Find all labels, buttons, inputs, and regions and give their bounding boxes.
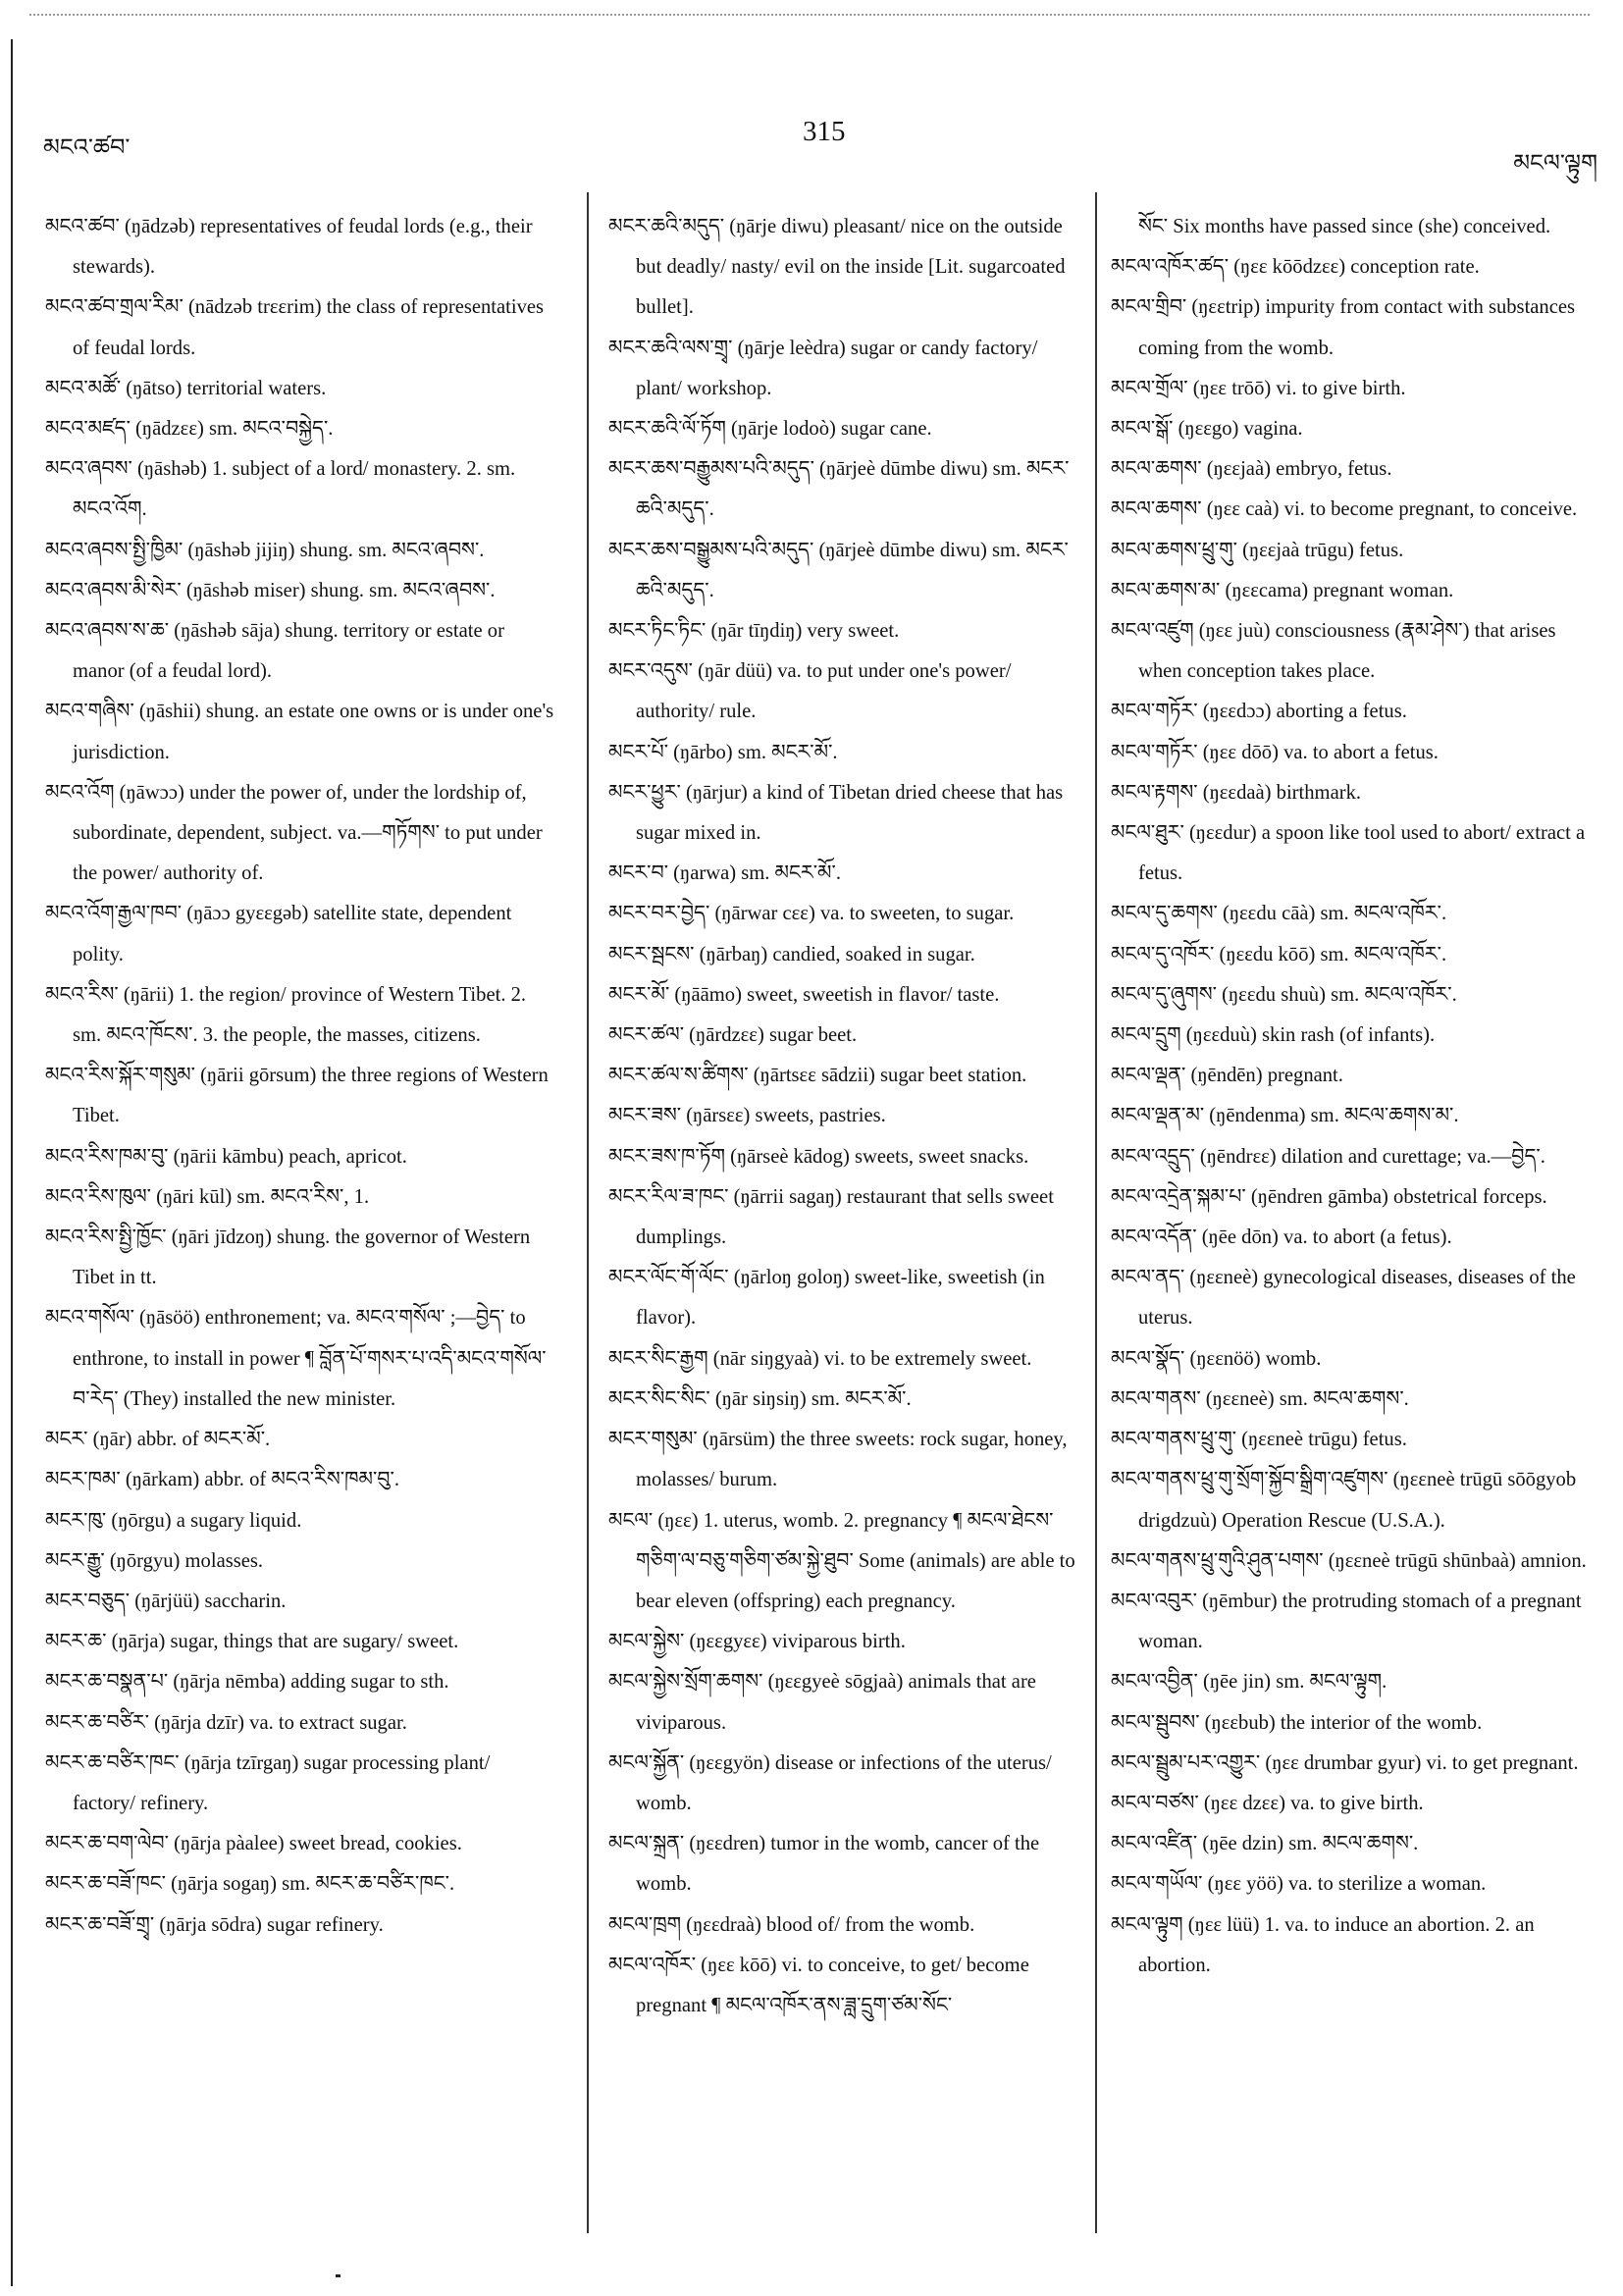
dictionary-entry: མངལ་སྦྲུམ་པར་འགྱུར་ (ŋɛɛ drumbar gyur) vi. to get pregnant.	[1111, 1751, 1579, 1774]
dictionary-entry: མངར་ལོང་གོ་ལོང་ (ŋārloŋ goloŋ) sweet-like, sweetish (in flavor).	[608, 1267, 1045, 1330]
dictionary-entry: མངའ་ཚབ་གྲལ་རིམ་ (nādzəb trɛɛrim) the class of representatives of feudal lords.	[45, 296, 545, 359]
dictionary-entry: མངའ་ཞབས་ས་ཆ་ (ŋāshəb sāja) shung. territory or estate or manor (of a feudal lord).	[45, 620, 504, 683]
dictionary-entry: མངལ་འབྱིན་ (ŋēe jin) sm. མངལ་ལྟུག.	[1111, 1671, 1387, 1694]
dictionary-entry: མངལ་གནས་ (ŋɛɛneè) sm. མངལ་ཆགས་.	[1111, 1387, 1409, 1410]
page-number: 315	[803, 116, 846, 147]
dictionary-entry: མངའ་མཚོ་ (ŋātso) territorial waters.	[45, 377, 327, 399]
dictionary-entry: མངར་ཆ་བག་ལེབ་ (ŋārja pàalee) sweet bread, cookies.	[45, 1833, 462, 1855]
dictionary-entry: མངལ་ལྡན་མ་ (ŋēndenma) sm. མངལ་ཆགས་མ་.	[1111, 1105, 1459, 1127]
dictionary-entry: མངལ་ལྡན་ (ŋēndēn) pregnant.	[1111, 1065, 1343, 1087]
dictionary-entry: མངལ་གཏོར་ (ŋɛɛdɔɔ) aborting a fetus.	[1111, 701, 1407, 723]
dictionary-entry: མངར་ཟས་ (ŋārsɛɛ) sweets, pastries.	[608, 1105, 886, 1127]
dictionary-entry: སོང་ Six months have passed since (she) conceived.	[1138, 216, 1551, 237]
dictionary-entry: མངལ་གནས་ཕྲུ་གུ་ (ŋɛɛneè trūgu) fetus.	[1111, 1429, 1407, 1451]
dictionary-entry: མངལ་འདྲེན་སྐམ་པ་ (ŋēndren gāmba) obstetrical forceps.	[1111, 1185, 1547, 1208]
dictionary-entry: མངར་ཚལ་ས་ཚིགས་ (ŋārtsɛɛ sādzii) sugar beet station.	[608, 1065, 1027, 1087]
dictionary-entry: མངར་ཆ་བསྣན་པ་ (ŋārja nēmba) adding sugar to sth.	[45, 1671, 449, 1694]
dictionary-entry: མངར་བ་ (ŋarwa) sm. མངར་མོ་.	[608, 862, 841, 885]
dictionary-entry: མངལ་གནས་ཕྲུ་གུ་སྲོག་སྐྱོབ་སྒྲིག་འཛུགས་ (ŋɛɛneè trūgū sōōgyob drigdzuù) Operation Rescue (U.S.A.).	[1111, 1469, 1577, 1532]
dictionary-entry: མངལ་ཆགས་ (ŋɛɛ caà) vi. to become pregnant, to conceive.	[1111, 498, 1578, 521]
dictionary-entry: མངར་ཆའི་ལོ་ཏོག (ŋārje lodoò) sugar cane.	[608, 418, 932, 441]
dictionary-entry: མངར་རིལ་ཟ་ཁང་ (ŋārrii sagaŋ) restaurant that sells sweet dumplings.	[608, 1185, 1054, 1249]
dictionary-entry: མངའ་གཞིས་ (ŋāshii) shung. an estate one owns or is under one's jurisdiction.	[45, 701, 554, 763]
dictionary-entry: མངལ་ཆགས་ཕྲུ་གུ་ (ŋɛɛjaà trūgu) fetus.	[1111, 539, 1404, 561]
column-3	[1111, 207, 1599, 2238]
dictionary-entry: མངལ་དུ་ཆགས་ (ŋɛɛdu cāà) sm. མངལ་འཁོར་.	[1111, 903, 1447, 925]
dictionary-entry: མངར་ཁུ་ (ŋōrgu) a sugary liquid.	[45, 1509, 302, 1532]
column-2	[608, 207, 1079, 2238]
dictionary-entry: མངལ་སྐྱེས་ (ŋɛɛgyɛɛ) viviparous birth.	[608, 1631, 906, 1653]
dictionary-entry: མངར་ཟས་ཁ་ཏོག (ŋārseè kādog) sweets, sweet snacks.	[608, 1145, 1029, 1168]
dictionary-entry: མངར་མོ་ (ŋāāmo) sweet, sweetish in flavor/ taste.	[608, 983, 1000, 1006]
dictionary-entry: མངའ་རིས་སྤྱི་ཁྱོང་ (ŋāri jīdzoŋ) shung. the governor of Western Tibet in tt.	[45, 1226, 531, 1289]
dictionary-entry: མངར་ཆས་བསྒྱུམས་པའི་མདུད་ (ŋārjeè dūmbe diwu) sm. མངར་ཆའི་མདུད་.	[608, 539, 1069, 601]
dictionary-entry: མངར་ཆས་བརྒྱུམས་པའི་མདུད་ (ŋārjeè dūmbe diwu) sm. མངར་ཆའི་མདུད་.	[608, 458, 1070, 521]
dictionary-entry: མངལ་སྐྲན་ (ŋɛɛdren) tumor in the womb, cancer of the womb.	[608, 1833, 1040, 1896]
dictionary-entry: མངལ་འཁོར་ (ŋɛɛ kōō) vi. to conceive, to get/ become pregnant ¶ མངལ་འཁོར་ནས་ཟླ་དྲུག་ཙམ་སོང་	[608, 1954, 1029, 2016]
dictionary-entry: མངལ་སྒོ་ (ŋɛɛgo) vagina.	[1111, 418, 1303, 441]
dictionary-entry: མངར་ཆ་ (ŋārja) sugar, things that are sugary/ sweet.	[45, 1631, 459, 1653]
dictionary-entry: མངར་སིང་སིང་ (ŋār siŋsiŋ) sm. མངར་མོ་.	[608, 1387, 912, 1410]
dictionary-entry: མངལ་གཡོལ་ (ŋɛɛ yöö) va. to sterilize a woman.	[1111, 1873, 1487, 1896]
dictionary-entry: མངར་འདུས་ (ŋār düü) va. to put under one's power/ authority/ rule.	[608, 660, 1012, 723]
dictionary-entry: མངལ་གྲོལ་ (ŋɛɛ trōō) vi. to give birth.	[1111, 377, 1406, 399]
dictionary-entry: མངར་སྦངས་ (ŋārbaŋ) candied, soaked in sugar.	[608, 943, 975, 965]
dictionary-entry: མངའ་གསོལ་ (ŋāsöö) enthronement; va. མངའ་གསོལ་ ;—བྱེད་ to enthrone, to install in power ¶ བློན་པོ་གསར་པ་འདི་མངའ་གསོལ་བ་རེད་ (They) installed the new minister.	[45, 1307, 547, 1410]
dictionary-entry: མངལ་སྐྱེས་སྲོག་ཆགས་ (ŋɛɛgyeè sōgjaà) animals that are viviparous.	[608, 1671, 1036, 1734]
scan-top-edge	[29, 14, 1590, 16]
dictionary-entry: མངར་ཏིང་ཏིང་ (ŋār tīŋdiŋ) very sweet.	[608, 620, 900, 643]
dictionary-entry: མངར་པོ་ (ŋārbo) sm. མངར་མོ་.	[608, 741, 838, 763]
dictionary-entry: མངལ་ཐུར་ (ŋɛɛdur) a spoon like tool used to abort/ extract a fetus.	[1111, 822, 1586, 885]
dictionary-entry: མངལ་བཙས་ (ŋɛɛ dzɛɛ) va. to give birth.	[1111, 1792, 1424, 1814]
dictionary-entry: མངའ་ཞབས་སྤྱི་ཁྱིམ་ (ŋāshəb jijiŋ) shung. sm. མངའ་ཞབས་.	[45, 539, 485, 561]
dictionary-entry: མངལ་དུ་འཁོར་ (ŋɛɛdu kōō) sm. མངལ་འཁོར་.	[1111, 943, 1447, 965]
dictionary-entry: མངལ་སྦུབས་ (ŋɛɛbub) the interior of the womb.	[1111, 1711, 1483, 1734]
dictionary-entry: མངལ་ཆགས་ (ŋɛɛjaà) embryo, fetus.	[1111, 458, 1392, 481]
dictionary-entry: མངལ་གཏོར་ (ŋɛɛ dōō) va. to abort a fetus.	[1111, 741, 1439, 763]
dictionary-entry: མངལ་འཁོར་ཚད་ (ŋɛɛ kōōdzɛɛ) conception rate.	[1111, 256, 1480, 279]
dictionary-entry: མངར་གསུམ་ (ŋārsüm) the three sweets: rock sugar, honey, molasses/ burum.	[608, 1429, 1068, 1491]
dictionary-entry: མངར་ཁམ་ (ŋārkam) abbr. of མངའ་རིས་ཁམ་བུ་.	[45, 1469, 399, 1491]
column-divider	[587, 192, 589, 2233]
dictionary-entry: མངལ་འབུར་ (ŋēmbur) the protruding stomach of a pregnant woman.	[1111, 1590, 1582, 1653]
dictionary-entry: མངའ་ཞབས་མི་སེར་ (ŋāshəb miser) shung. sm. མངའ་ཞབས་.	[45, 579, 496, 601]
footer-mark	[336, 2274, 340, 2277]
dictionary-entry: མངར་ཆ་བཙིར་ (ŋārja dzīr) va. to extract sugar.	[45, 1711, 407, 1734]
dictionary-entry: མངལ་འདྲུད་ (ŋēndrɛɛ) dilation and curettage; va.—བྱེད་.	[1111, 1145, 1545, 1168]
dictionary-entry: མངར་བར་བྱེད་ (ŋārwar cɛɛ) va. to sweeten, to sugar.	[608, 903, 1015, 925]
dictionary-entry: མངར་ཆའི་མདུད་ (ŋārje diwu) pleasant/ nice on the outside but deadly/ nasty/ evil on the inside [Lit. sugarcoated bullet].	[608, 216, 1066, 319]
dictionary-entry: མངལ་འདོན་ (ŋēe dōn) va. to abort (a fetus).	[1111, 1226, 1452, 1249]
dictionary-entry: མངལ་འཛིན་ (ŋēe dzin) sm. མངལ་ཆགས་.	[1111, 1833, 1419, 1855]
dictionary-entry: མངར་ཚལ་ (ŋārdzɛɛ) sugar beet.	[608, 1024, 858, 1047]
dictionary-entry: མངའ་འོག (ŋāwɔɔ) under the power of, under the lordship of, subordinate, dependent, subject. va.—གཏོགས་ to put under the power/ authority of.	[45, 781, 543, 885]
column-1	[45, 207, 555, 2238]
dictionary-entry: མངར་སིང་རྒྱག (nār siŋgyaà) vi. to be extremely sweet.	[608, 1347, 1032, 1370]
dictionary-entry: མངལ་གནས་ཕྲུ་གུའི་ཤུན་པགས་ (ŋɛɛneè trūgū shūnbaà) amnion.	[1111, 1549, 1587, 1572]
dictionary-entry: མངའ་མཛད་ (ŋādzɛɛ) sm. མངའ་བསྐྱེད་.	[45, 418, 334, 441]
dictionary-entry: མངལ་སྐྱོན་ (ŋɛɛgyön) disease or infections of the uterus/ womb.	[608, 1751, 1052, 1814]
column-divider	[1095, 192, 1097, 2233]
scan-left-edge	[11, 39, 13, 2286]
dictionary-entry: མངའ་རིས་སྐོར་གསུམ་ (ŋārii gōrsum) the three regions of Western Tibet.	[45, 1065, 549, 1127]
dictionary-entry: མངའ་རིས་ (ŋārii) 1. the region/ province of Western Tibet. 2. sm. མངའ་ཁོངས་. 3. the people, the masses, citizens.	[45, 983, 527, 1047]
dictionary-entry: མངར་ཆ་བཙིར་ཁང་ (ŋārja tzīrgaŋ) sugar processing plant/ factory/ refinery.	[45, 1751, 491, 1814]
dictionary-entry: མངལ་དུ་ཞུགས་ (ŋɛɛdu shuù) sm. མངལ་འཁོར་.	[1111, 983, 1457, 1006]
dictionary-entry: མངར་རྒྱུ་ (ŋōrgyu) molasses.	[45, 1549, 264, 1572]
dictionary-entry: མངལ་རྟགས་ (ŋɛɛdaà) birthmark.	[1111, 781, 1362, 804]
dictionary-entry: མངལ་གྲིབ་ (ŋɛɛtrip) impurity from contact with substances coming from the womb.	[1111, 296, 1576, 359]
dictionary-entry: མངལ་ (ŋɛɛ) 1. uterus, womb. 2. pregnancy ¶ མངལ་ཐེངས་གཅིག་ལ་བཅུ་གཅིག་ཙམ་སྐྱེ་ཐུབ་ Some (animals) are able to bear eleven (offspring) each pregnancy.	[608, 1509, 1075, 1612]
dictionary-entry: མངའ་ཚབ་ (ŋādzəb) representatives of feudal lords (e.g., their stewards).	[45, 216, 533, 279]
running-head-left: མངའ་ཚབ་	[43, 135, 131, 161]
dictionary-entry: མངལ་ནད་ (ŋɛɛneè) gynecological diseases, diseases of the uterus.	[1111, 1267, 1576, 1330]
dictionary-entry: མངར་བཅུད་ (ŋārjüü) saccharin.	[45, 1590, 287, 1612]
dictionary-entry: མངལ་ཆགས་མ་ (ŋɛɛcama) pregnant woman.	[1111, 579, 1454, 601]
dictionary-entry: མངའ་རིས་ཁུལ་ (ŋāri kūl) sm. མངའ་རིས་, 1.	[45, 1185, 370, 1208]
dictionary-entry: མངར་ཕྱུར་ (ŋārjur) a kind of Tibetan dried cheese that has sugar mixed in.	[608, 781, 1064, 845]
dictionary-entry: མངར་ཆའི་ལས་གྲྭ་ (ŋārje leèdra) sugar or candy factory/ plant/ workshop.	[608, 337, 1038, 399]
dictionary-entry: མངའ་ཞབས་ (ŋāshəb) 1. subject of a lord/ monastery. 2. sm. མངའ་འོག.	[45, 458, 516, 521]
dictionary-entry: མངར་ཆ་བཟོ་གྲྭ་ (ŋārja sōdra) sugar refinery.	[45, 1913, 384, 1936]
dictionary-entry: མངའ་འོག་རྒྱལ་ཁབ་ (ŋāɔɔ gyɛɛgəb) satellite state, dependent polity.	[45, 903, 512, 965]
dictionary-entry: མངར་ (ŋār) abbr. of མངར་མོ་.	[45, 1429, 271, 1451]
dictionary-entry: མངལ་ལྟུག (ŋɛɛ lüü) 1. va. to induce an abortion. 2. an abortion.	[1111, 1913, 1535, 1976]
dictionary-entry: མངའ་རིས་ཁམ་བུ་ (ŋārii kāmbu) peach, apricot.	[45, 1145, 407, 1168]
running-head-right: མངལ་ལྟུག	[1513, 151, 1597, 177]
dictionary-entry: མངལ་སྣོད་ (ŋɛɛnöö) womb.	[1111, 1347, 1322, 1370]
dictionary-entry: མངལ་ཁྲག (ŋɛɛdraà) blood of/ from the womb.	[608, 1913, 975, 1936]
dictionary-entry: མངལ་དྲུག (ŋɛɛduù) skin rash (of infants).	[1111, 1024, 1436, 1047]
dictionary-entry: མངལ་འཛུག (ŋɛɛ juù) consciousness (རྣམ་ཤེས་) that arises when conception takes place.	[1111, 620, 1556, 683]
dictionary-entry: མངར་ཆ་བཟོ་ཁང་ (ŋārja sogaŋ) sm. མངར་ཆ་བཙིར་ཁང་.	[45, 1873, 455, 1896]
